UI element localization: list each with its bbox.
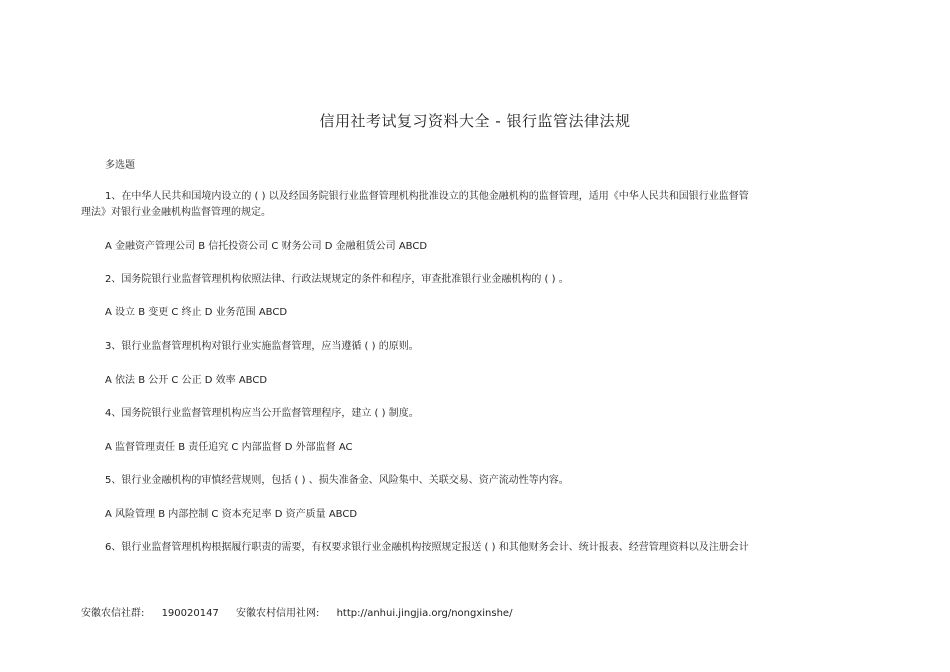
page-footer — [81, 604, 526, 619]
footer-group-number: 190020147 — [161, 608, 219, 619]
question-4-line-1: 4、国务院银行业监督管理机构应当公开监督管理程序，建立 ( ) 制度。 — [105, 408, 419, 419]
question-3-line-1: 3、银行业监督管理机构对银行业实施监督管理，应当遵循 ( ) 的原则。 — [105, 341, 419, 352]
question-5-options: A 风险管理 B 内部控制 C 资本充足率 D 资产质量 ABCD — [105, 509, 358, 520]
document-title: 信用社考试复习资料大全 - 银行监管法律法规 — [319, 112, 631, 130]
question-1-options: A 金融资产管理公司 B 信托投资公司 C 财务公司 D 金融租赁公司 ABCD — [105, 241, 428, 252]
footer-group-label: 安徽农信社群: — [81, 608, 145, 619]
question-1-line-2: 理法》对银行业金融机构监督管理的规定。 — [81, 207, 271, 218]
question-5-line-1: 5、银行业金融机构的审慎经营规则，包括 ( ) 、损失准备金、风险集中、关联交易、资产流动性等内容。 — [105, 475, 569, 486]
question-4-options: A 监督管理责任 B 责任追究 C 内部监督 D 外部监督 AC — [105, 442, 353, 453]
question-2-options: A 设立 B 变更 C 终止 D 业务范围 ABCD — [105, 307, 288, 318]
question-1-line-1: 1、在中华人民共和国境内设立的 ( ) 以及经国务院银行业监督管理机构批准设立的其他金融机构的监督管理，适用《中华人民共和国银行业监督管 — [105, 191, 749, 202]
section-heading: 多选题 — [105, 160, 135, 171]
question-6-line-1: 6、银行业监督管理机构根据履行职责的需要，有权要求银行业金融机构按照规定报送 ( ) 和其他财务会计、统计报表、经营管理资料以及注册会计 — [105, 542, 749, 553]
footer-site-label: 安徽农村信用社网: — [236, 608, 320, 619]
question-3-options: A 依法 B 公开 C 公正 D 效率 ABCD — [105, 375, 268, 386]
footer-site-url: http://anhui.jingjia.org/nongxinshe/ — [336, 608, 513, 619]
question-2-line-1: 2、国务院银行业监督管理机构依照法律、行政法规规定的条件和程序，审查批准银行业金融机构的 ( ) 。 — [105, 274, 569, 285]
